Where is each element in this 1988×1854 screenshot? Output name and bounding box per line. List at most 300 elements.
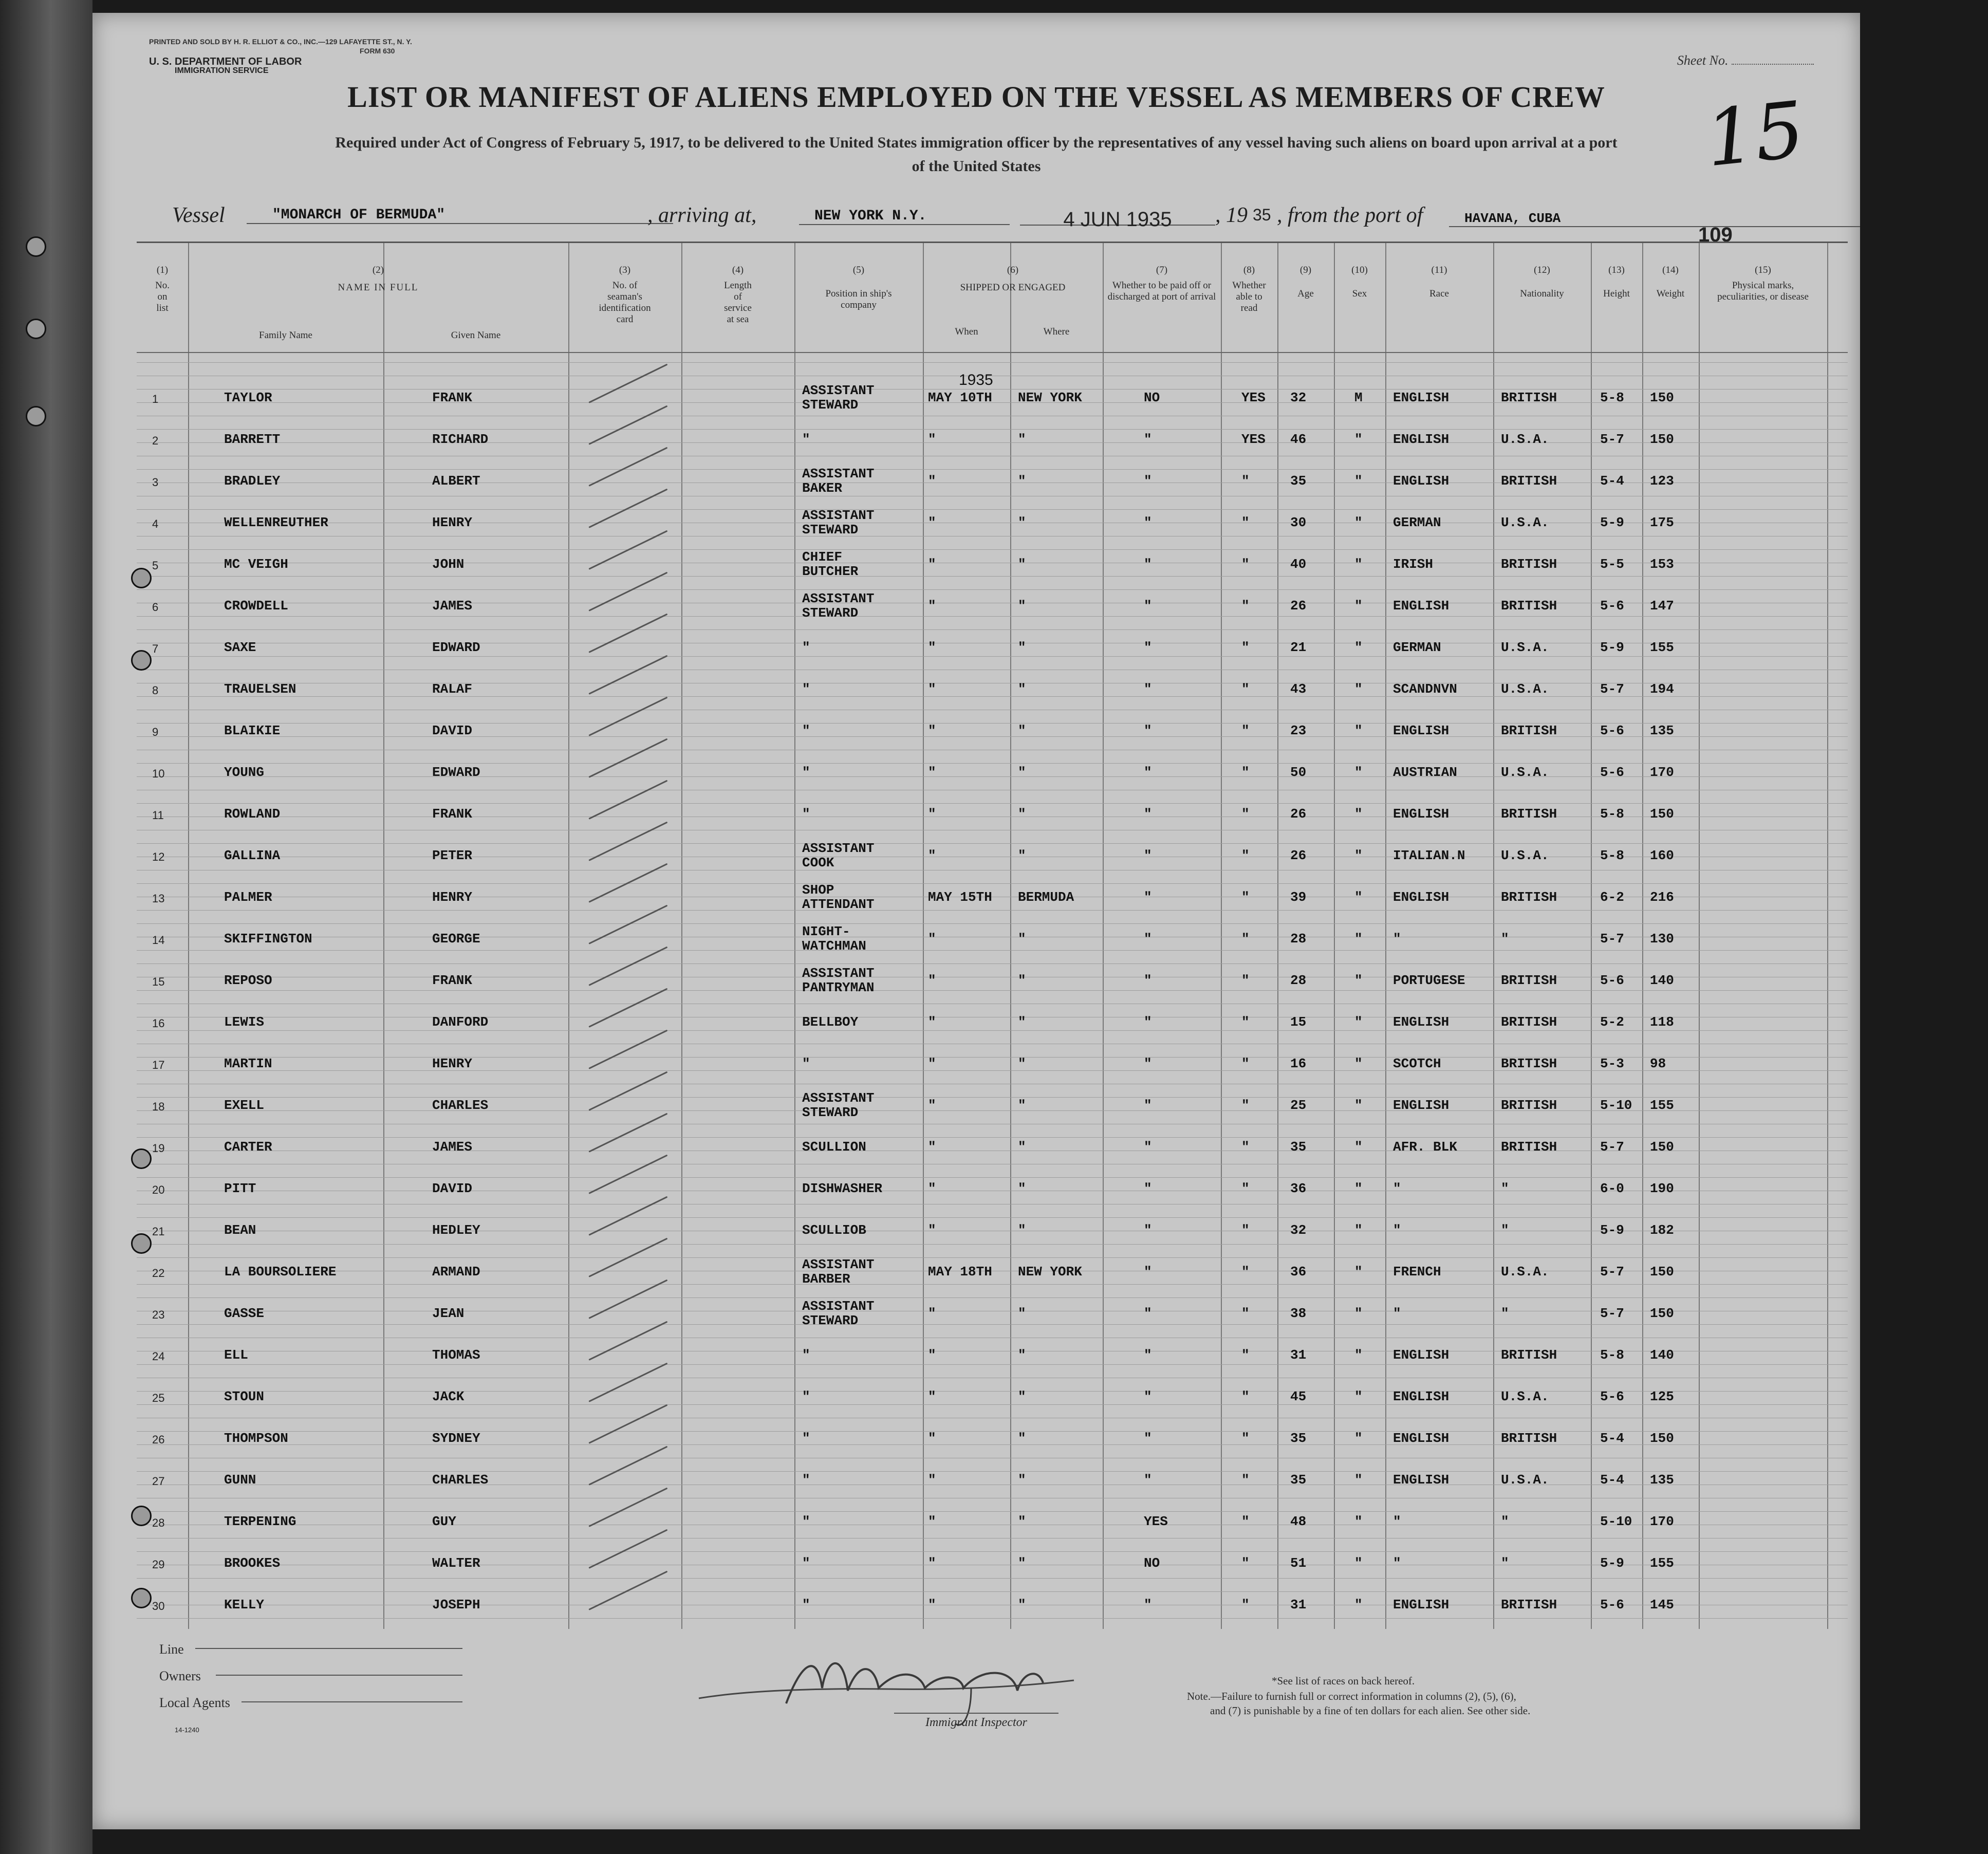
family-name: TAYLOR: [224, 390, 272, 405]
shipped-when: ": [928, 1431, 936, 1446]
column-rule: [1699, 242, 1700, 1629]
age: 35: [1290, 1139, 1307, 1155]
height: 5-6: [1600, 723, 1624, 738]
service: IMMIGRATION SERVICE: [175, 66, 269, 75]
form-number: FORM 630: [360, 47, 395, 55]
shipped-where: ": [1018, 1306, 1026, 1321]
position: ": [802, 1597, 810, 1612]
family-name: BARRETT: [224, 432, 281, 447]
given-name: CHARLES: [432, 1472, 489, 1488]
sex: ": [1354, 723, 1363, 738]
col15-label: Physical marks, peculiarities, or disease: [1717, 280, 1809, 302]
grid-rule: [137, 1591, 1848, 1592]
grid-rule: [137, 1177, 1848, 1178]
able-to-read: ": [1241, 1555, 1250, 1571]
given-name: WALTER: [432, 1555, 480, 1571]
grid-rule: [137, 1070, 1848, 1071]
page-stamp: 109: [1698, 224, 1733, 246]
shipped-when: ": [928, 1347, 936, 1363]
pencil-tick: [588, 1446, 667, 1486]
pencil-tick: [588, 1529, 667, 1569]
pencil-tick: [588, 1030, 667, 1069]
paid-off: ": [1144, 1597, 1152, 1612]
able-to-read: ": [1241, 557, 1250, 572]
sex: ": [1354, 848, 1363, 863]
col11-label: Race: [1429, 288, 1449, 299]
position: ": [802, 1472, 810, 1488]
position: ASSISTANT: [802, 1299, 875, 1314]
col1-header: [137, 265, 188, 314]
paid-off: ": [1144, 765, 1152, 780]
page-subtitle: [92, 131, 1860, 178]
race: ENGLISH: [1393, 1098, 1450, 1113]
weight: 160: [1650, 848, 1674, 863]
col6-label: SHIPPED OR ENGAGED: [960, 282, 1066, 293]
position: ": [802, 1555, 810, 1571]
paid-off: ": [1144, 723, 1152, 738]
weight: 98: [1650, 1056, 1666, 1071]
given-name: HENRY: [432, 1056, 473, 1071]
paid-off: ": [1144, 432, 1152, 447]
paid-off: ": [1144, 473, 1152, 489]
row-number: 27: [152, 1475, 165, 1488]
position: DISHWASHER: [802, 1181, 883, 1196]
race: ": [1393, 1514, 1401, 1529]
col8-header: [1221, 265, 1277, 314]
sex: ": [1354, 1472, 1363, 1488]
sex: ": [1354, 640, 1363, 655]
shipped-when: ": [928, 973, 936, 988]
grid-rule: [137, 1217, 1848, 1218]
sex: ": [1354, 1181, 1363, 1196]
shipped-where: ": [1018, 1181, 1026, 1196]
pencil-tick: [588, 822, 667, 861]
grid-rule: [137, 696, 1848, 697]
able-to-read: ": [1241, 1098, 1250, 1113]
position: ": [802, 765, 810, 780]
pencil-tick: [588, 447, 667, 487]
position: ASSISTANT: [802, 383, 875, 398]
grid-rule: [137, 910, 1848, 911]
given-name: GUY: [432, 1514, 456, 1529]
row-number: 15: [152, 975, 165, 988]
family-name: KELLY: [224, 1597, 265, 1612]
shipped-when: ": [928, 515, 936, 530]
pencil-tick: [588, 1071, 667, 1111]
department: U. S. DEPARTMENT OF LABOR: [149, 56, 302, 67]
shipped-when: ": [928, 1014, 936, 1030]
weight: 150: [1650, 432, 1674, 447]
row-number: 13: [152, 892, 165, 905]
sex: ": [1354, 1222, 1363, 1238]
shipped-when: ": [928, 557, 936, 572]
col13-label: Height: [1603, 288, 1630, 299]
paid-off: ": [1144, 1347, 1152, 1363]
age: 28: [1290, 973, 1307, 988]
nationality: ": [1501, 1555, 1509, 1571]
able-to-read: ": [1241, 1306, 1250, 1321]
paid-off: NO: [1144, 390, 1160, 405]
position-line-2: BAKER: [802, 480, 843, 496]
age: 23: [1290, 723, 1307, 738]
grid-rule: [137, 1578, 1848, 1579]
weight: 118: [1650, 1014, 1674, 1030]
weight: 150: [1650, 1306, 1674, 1321]
shipped-when: ": [928, 1306, 936, 1321]
row-number: 19: [152, 1142, 165, 1155]
grid-rule: [137, 1618, 1848, 1619]
binder-hole: [26, 319, 46, 339]
age: 35: [1290, 1472, 1307, 1488]
grid-rule: [137, 1244, 1848, 1245]
sex: ": [1354, 1264, 1363, 1280]
given-name: RALAF: [432, 681, 473, 697]
binder-hole: [26, 236, 46, 257]
row-number: 22: [152, 1267, 165, 1280]
position: ": [802, 723, 810, 738]
given-name: PETER: [432, 848, 473, 863]
arrival-port: NEW YORK N.Y.: [799, 208, 1010, 225]
shipped-where: ": [1018, 1139, 1026, 1155]
paid-off: ": [1144, 1472, 1152, 1488]
grid-rule: [137, 1551, 1848, 1552]
shipped-where: ": [1018, 432, 1026, 447]
paid-off: ": [1144, 1306, 1152, 1321]
sex: ": [1354, 1597, 1363, 1612]
position: ASSISTANT: [802, 841, 875, 856]
nationality: U.S.A.: [1501, 1264, 1549, 1280]
col3-header: [568, 265, 681, 325]
given-name: JEAN: [432, 1306, 465, 1321]
col7-num: (7): [1156, 265, 1168, 275]
row-number: 16: [152, 1017, 165, 1030]
height: 5-7: [1600, 432, 1624, 447]
weight: 140: [1650, 1347, 1674, 1363]
pencil-tick: [588, 905, 667, 944]
nationality: BRITISH: [1501, 390, 1557, 405]
nationality: ": [1501, 1514, 1509, 1529]
pencil-tick: [588, 1321, 667, 1361]
binder-hole: [131, 568, 152, 588]
footer-note-penalty: Note.—Failure to furnish full or correct information in columns (2), (5), (6),: [1187, 1690, 1516, 1702]
sex: ": [1354, 765, 1363, 780]
shipped-where: ": [1018, 557, 1026, 572]
position: CHIEF: [802, 549, 843, 565]
shipped-when: ": [928, 432, 936, 447]
position: NIGHT-: [802, 924, 850, 939]
height: 5-6: [1600, 973, 1624, 988]
pencil-tick: [588, 947, 667, 986]
able-to-read: ": [1241, 765, 1250, 780]
col14-num: (14): [1662, 265, 1679, 275]
height: 5-9: [1600, 1555, 1624, 1571]
paid-off: ": [1144, 681, 1152, 697]
grid-rule: [137, 1297, 1848, 1298]
sex: ": [1354, 1347, 1363, 1363]
binder-hole: [26, 406, 46, 427]
position: ": [802, 640, 810, 655]
paid-off: YES: [1144, 1514, 1168, 1529]
from-port: HAVANA, CUBA: [1449, 211, 1860, 227]
paid-off: ": [1144, 640, 1152, 655]
position-line-2: STEWARD: [802, 397, 859, 413]
position: ASSISTANT: [802, 466, 875, 481]
given-name: JAMES: [432, 598, 473, 614]
age: 25: [1290, 1098, 1307, 1113]
given-name: JOHN: [432, 557, 465, 572]
col2-num: (2): [372, 265, 384, 275]
shipped-when: MAY 15TH: [928, 889, 992, 905]
age: 35: [1290, 473, 1307, 489]
age: 26: [1290, 598, 1307, 614]
family-name: ELL: [224, 1347, 248, 1363]
binder-hole: [131, 650, 152, 671]
col7-label: Whether to be paid off or discharged at port of arrival: [1107, 280, 1216, 302]
pencil-tick: [588, 1404, 667, 1444]
race: GERMAN: [1393, 640, 1441, 655]
race: SCOTCH: [1393, 1056, 1441, 1071]
shipped-when: ": [928, 681, 936, 697]
sex: ": [1354, 1555, 1363, 1571]
col6-where-header: Where: [1043, 326, 1070, 337]
col3-num: (3): [619, 265, 631, 275]
weight: 150: [1650, 1139, 1674, 1155]
shipped-when: ": [928, 1389, 936, 1404]
col10-header: [1334, 265, 1385, 300]
pencil-tick: [588, 572, 667, 611]
col8-label: Whether able to read: [1232, 280, 1266, 313]
row-number: 2: [152, 434, 159, 447]
family-name: PALMER: [224, 889, 272, 905]
given-name: FRANK: [432, 390, 473, 405]
sex: ": [1354, 1056, 1363, 1071]
shipped-where: ": [1018, 1098, 1026, 1113]
weight: 170: [1650, 1514, 1674, 1529]
age: 45: [1290, 1389, 1307, 1404]
col10-num: (10): [1351, 265, 1368, 275]
shipped-year: 1935: [959, 372, 993, 388]
sex: ": [1354, 1306, 1363, 1321]
col4-num: (4): [732, 265, 744, 275]
family-name: BRADLEY: [224, 473, 281, 489]
given-name: HENRY: [432, 515, 473, 530]
footer-owners-label: Owners: [159, 1668, 201, 1683]
sex: ": [1354, 432, 1363, 447]
grid-rule: [137, 1324, 1848, 1325]
grid-rule: [137, 803, 1848, 804]
col10-label: Sex: [1352, 288, 1367, 299]
nationality: U.S.A.: [1501, 848, 1549, 863]
given-name: CHARLES: [432, 1098, 489, 1113]
nationality: ": [1501, 931, 1509, 947]
nationality: BRITISH: [1501, 1014, 1557, 1030]
footer-agents-blank: [241, 1701, 462, 1702]
col8-num: (8): [1243, 265, 1255, 275]
row-number: 23: [152, 1308, 165, 1321]
race: ": [1393, 931, 1401, 947]
row-number: 12: [152, 850, 165, 863]
paid-off: ": [1144, 806, 1152, 822]
position: ASSISTANT: [802, 1257, 875, 1272]
grid-rule: [137, 776, 1848, 777]
nationality: U.S.A.: [1501, 1389, 1549, 1404]
shipped-where: ": [1018, 1014, 1026, 1030]
age: 39: [1290, 889, 1307, 905]
grid-rule: [137, 736, 1848, 737]
position: SCULLION: [802, 1139, 866, 1155]
weight: 190: [1650, 1181, 1674, 1196]
weight: 175: [1650, 515, 1674, 530]
grid-rule: [137, 1404, 1848, 1405]
grid-rule: [137, 883, 1848, 884]
pencil-tick: [588, 1488, 667, 1527]
row-number: 21: [152, 1225, 165, 1238]
race: ENGLISH: [1393, 473, 1450, 489]
race: ENGLISH: [1393, 1472, 1450, 1488]
race: ENGLISH: [1393, 1597, 1450, 1612]
row-number: 1: [152, 393, 159, 405]
col5-header: [794, 265, 923, 311]
family-name: EXELL: [224, 1098, 265, 1113]
row-number: 11: [152, 809, 164, 822]
col14-header: [1642, 265, 1699, 300]
grid-rule: [137, 589, 1848, 590]
shipped-when: ": [928, 848, 936, 863]
manifest-table: [137, 242, 1848, 1629]
grid-rule: [137, 950, 1848, 951]
age: 50: [1290, 765, 1307, 780]
page-title: LIST OR MANIFEST OF ALIENS EMPLOYED ON THE VESSEL AS MEMBERS OF CREW: [347, 80, 1605, 114]
shipped-when: MAY 10TH: [928, 390, 992, 405]
shipped-where: ": [1018, 1597, 1026, 1612]
paid-off: ": [1144, 515, 1152, 530]
height: 5-7: [1600, 931, 1624, 947]
column-rule: [188, 242, 189, 1629]
shipped-when: ": [928, 598, 936, 614]
inspector-label: Immigrant Inspector: [894, 1713, 1058, 1730]
sex: ": [1354, 806, 1363, 822]
position: ": [802, 1431, 810, 1446]
col9-num: (9): [1299, 265, 1312, 275]
height: 5-7: [1600, 1139, 1624, 1155]
footer-agents-label: Local Agents: [159, 1695, 230, 1710]
column-rule: [1385, 242, 1386, 1629]
race: SCANDNVN: [1393, 681, 1457, 697]
col5-num: (5): [852, 265, 865, 275]
sex: ": [1354, 557, 1363, 572]
pencil-tick: [588, 1363, 667, 1402]
nationality: BRITISH: [1501, 1347, 1557, 1363]
shipped-when: ": [928, 806, 936, 822]
family-name: STOUN: [224, 1389, 265, 1404]
row-number: 14: [152, 934, 165, 947]
grid-rule: [137, 509, 1848, 510]
family-name: THOMPSON: [224, 1431, 288, 1446]
col2-label: NAME IN FULL: [338, 282, 419, 293]
grid-rule: [137, 1284, 1848, 1285]
shipped-where: ": [1018, 973, 1026, 988]
printer-line: PRINTED AND SOLD BY H. R. ELLIOT & CO., INC.—129 LAFAYETTE ST., N. Y.: [149, 38, 412, 46]
able-to-read: ": [1241, 1431, 1250, 1446]
grid-rule: [137, 469, 1848, 470]
shipped-when: ": [928, 1514, 936, 1529]
weight: 150: [1650, 1264, 1674, 1280]
binding-strip: [0, 0, 92, 1854]
sex: ": [1354, 1514, 1363, 1529]
row-number: 17: [152, 1059, 165, 1071]
pencil-tick: [588, 697, 667, 736]
able-to-read: ": [1241, 1347, 1250, 1363]
height: 5-8: [1600, 1347, 1624, 1363]
grid-rule: [137, 616, 1848, 617]
given-name: THOMAS: [432, 1347, 480, 1363]
pencil-tick: [588, 405, 667, 445]
family-name: LEWIS: [224, 1014, 265, 1030]
col12-num: (12): [1534, 265, 1550, 275]
sex: ": [1354, 515, 1363, 530]
race: PORTUGESE: [1393, 973, 1465, 988]
nationality: BRITISH: [1501, 973, 1557, 988]
grid-rule: [137, 442, 1848, 443]
sex: ": [1354, 931, 1363, 947]
able-to-read: ": [1241, 1514, 1250, 1529]
race: ENGLISH: [1393, 598, 1450, 614]
col12-label: Nationality: [1520, 288, 1564, 299]
given-name: EDWARD: [432, 765, 480, 780]
height: 5-7: [1600, 681, 1624, 697]
column-rule: [568, 242, 569, 1629]
height: 5-2: [1600, 1014, 1624, 1030]
shipped-where: ": [1018, 515, 1026, 530]
height: 5-9: [1600, 515, 1624, 530]
race: ENGLISH: [1393, 1389, 1450, 1404]
age: 32: [1290, 390, 1307, 405]
family-name: PITT: [224, 1181, 256, 1196]
shipped-where: ": [1018, 1347, 1026, 1363]
col13-header: [1591, 265, 1642, 300]
able-to-read: ": [1241, 931, 1250, 947]
paid-off: ": [1144, 1389, 1152, 1404]
col1-label: No. on list: [155, 280, 170, 313]
paid-off: ": [1144, 1014, 1152, 1030]
subtitle-line-2: of the United States: [912, 158, 1041, 175]
height: 5-8: [1600, 390, 1624, 405]
able-to-read: ": [1241, 640, 1250, 655]
nationality: U.S.A.: [1501, 515, 1549, 530]
row-number: 8: [152, 684, 159, 697]
shipped-where: ": [1018, 1472, 1026, 1488]
height: 5-6: [1600, 1389, 1624, 1404]
paid-off: ": [1144, 557, 1152, 572]
grid-rule: [137, 576, 1848, 577]
col5-label: Position in ship's company: [825, 288, 892, 310]
grid-rule: [137, 362, 1848, 363]
given-name: JACK: [432, 1389, 465, 1404]
column-rule: [1334, 242, 1335, 1629]
grid-rule: [137, 1431, 1848, 1432]
height: 5-6: [1600, 1597, 1624, 1612]
col4-label: Length of service at sea: [724, 280, 752, 325]
able-to-read: ": [1241, 1014, 1250, 1030]
position-line-2: STEWARD: [802, 1313, 859, 1328]
grid-rule: [137, 1511, 1848, 1512]
age: 16: [1290, 1056, 1307, 1071]
grid-rule: [137, 723, 1848, 724]
sheet-label: Sheet No.: [1677, 53, 1729, 68]
col6-num: (6): [1007, 265, 1019, 275]
col2-family-header: Family Name: [259, 330, 312, 341]
row-number: 25: [152, 1392, 165, 1404]
